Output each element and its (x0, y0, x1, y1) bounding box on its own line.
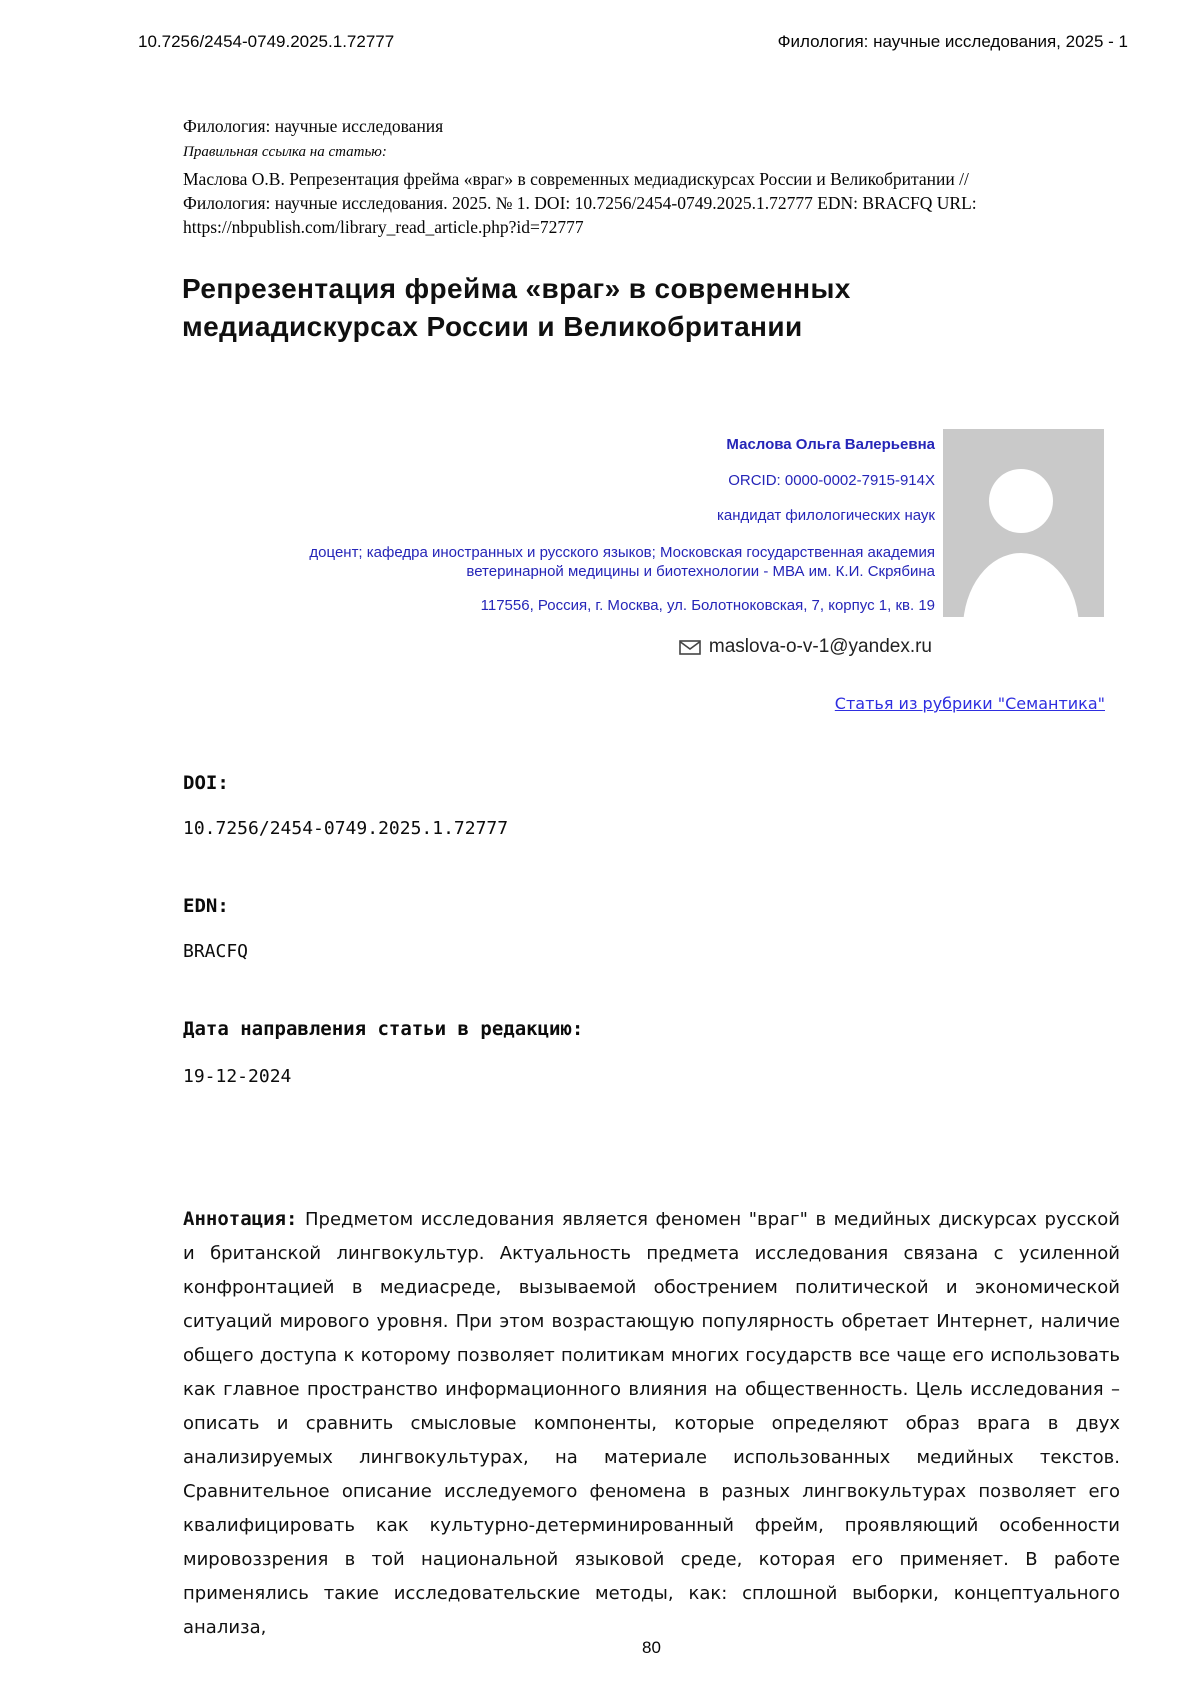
running-header (138, 32, 1128, 52)
citation-line: Маслова О.В. Репрезентация фрейма «враг» в современных медиадискурсах России и Великобритании // (183, 169, 969, 189)
submission-date-label: Дата направления статьи в редакцию: (183, 1018, 584, 1040)
article-title-line: медиадискурсах России и Великобритании (182, 311, 803, 342)
author-email-row (679, 636, 932, 658)
citation-block (183, 116, 1068, 239)
author-degree: кандидат филологических наук (716, 507, 935, 524)
edn-value: BRACFQ (183, 941, 249, 962)
doi-value: 10.7256/2454-0749.2025.1.72777 (183, 818, 509, 839)
doi-label: DOI: (183, 772, 229, 794)
author-avatar-placeholder (943, 429, 1104, 617)
author-address: 117556, Россия, г. Москва, ул. Болотноковская, 7, корпус 1, кв. 19 (480, 597, 935, 614)
author-info (279, 429, 935, 615)
page-number: 80 (642, 1638, 661, 1657)
abstract-paragraph (183, 1202, 1120, 1645)
author-orcid: ORCID: 0000-0002-7915-914X (728, 472, 935, 489)
citation-url: https://nbpublish.com/library_read_article.php?id=72777 (183, 217, 584, 237)
person-silhouette-icon (943, 429, 1104, 617)
edn-label: EDN: (183, 895, 229, 917)
rubric-row (835, 694, 1105, 713)
abstract-label: Аннотация: (183, 1208, 298, 1230)
citation-line: Филология: научные исследования. 2025. № 1. DOI: 10.7256/2454-0749.2025.1.72777 EDN: BRACFQ URL: (183, 193, 977, 213)
rubric-link[interactable]: Статья из рубрики "Семантика" (834, 694, 1105, 713)
author-email-link[interactable]: maslova-o-v-1@yandex.ru (708, 636, 932, 657)
author-affiliation: доцент; кафедра иностранных и русского языков; Московская государственная академия ветеринарной медицины и биотехнологии - МВА им. К.И. Скрябина (309, 544, 935, 580)
author-name: Маслова Ольга Валерьевна (726, 436, 935, 453)
citation-reference-label: Правильная ссылка на статью: (183, 144, 387, 160)
abstract-text: Предметом исследования является феномен "враг" в медийных дискурсах русской и британской лингвокультур. Актуальность предмета исследования связана с усиленной конфронтацией в медиасреде, вызываемой обострением политической и экономической ситуаций мирового уровня. При этом возрастающую популярность обретает Интернет, наличие общего доступа к которому позволяет политикам многих государств все чаще его использовать как главное пространство информационного влияния на общественность. Цель исследования – описать и сравнить смысловые компоненты, которые определяют образ врага в двух анализируемых лингвокультурах, на материале использованных медийных текстов. Сравнительное описание исследуемого феномена в разных лингвокультурах позволяет его квалифицировать как культурно-детерминированный фрейм, проявляющий особенности мировоззрения в той национальной языковой среде, которая его применяет. В работе применялись такие исследовательские методы, как: сплошной выборки, концептуального анализа, (183, 1209, 1120, 1638)
article-title-line: Репрезентация фрейма «враг» в современных (182, 273, 851, 304)
header-journal-issue: Филология: научные исследования, 2025 - 1 (777, 32, 1128, 51)
citation-journal-name: Филология: научные исследования (183, 116, 444, 136)
header-doi: 10.7256/2454-0749.2025.1.72777 (138, 32, 395, 51)
submission-date-value: 19-12-2024 (183, 1066, 292, 1087)
author-block (279, 429, 1104, 617)
envelope-icon (679, 640, 701, 655)
article-title (182, 270, 942, 346)
